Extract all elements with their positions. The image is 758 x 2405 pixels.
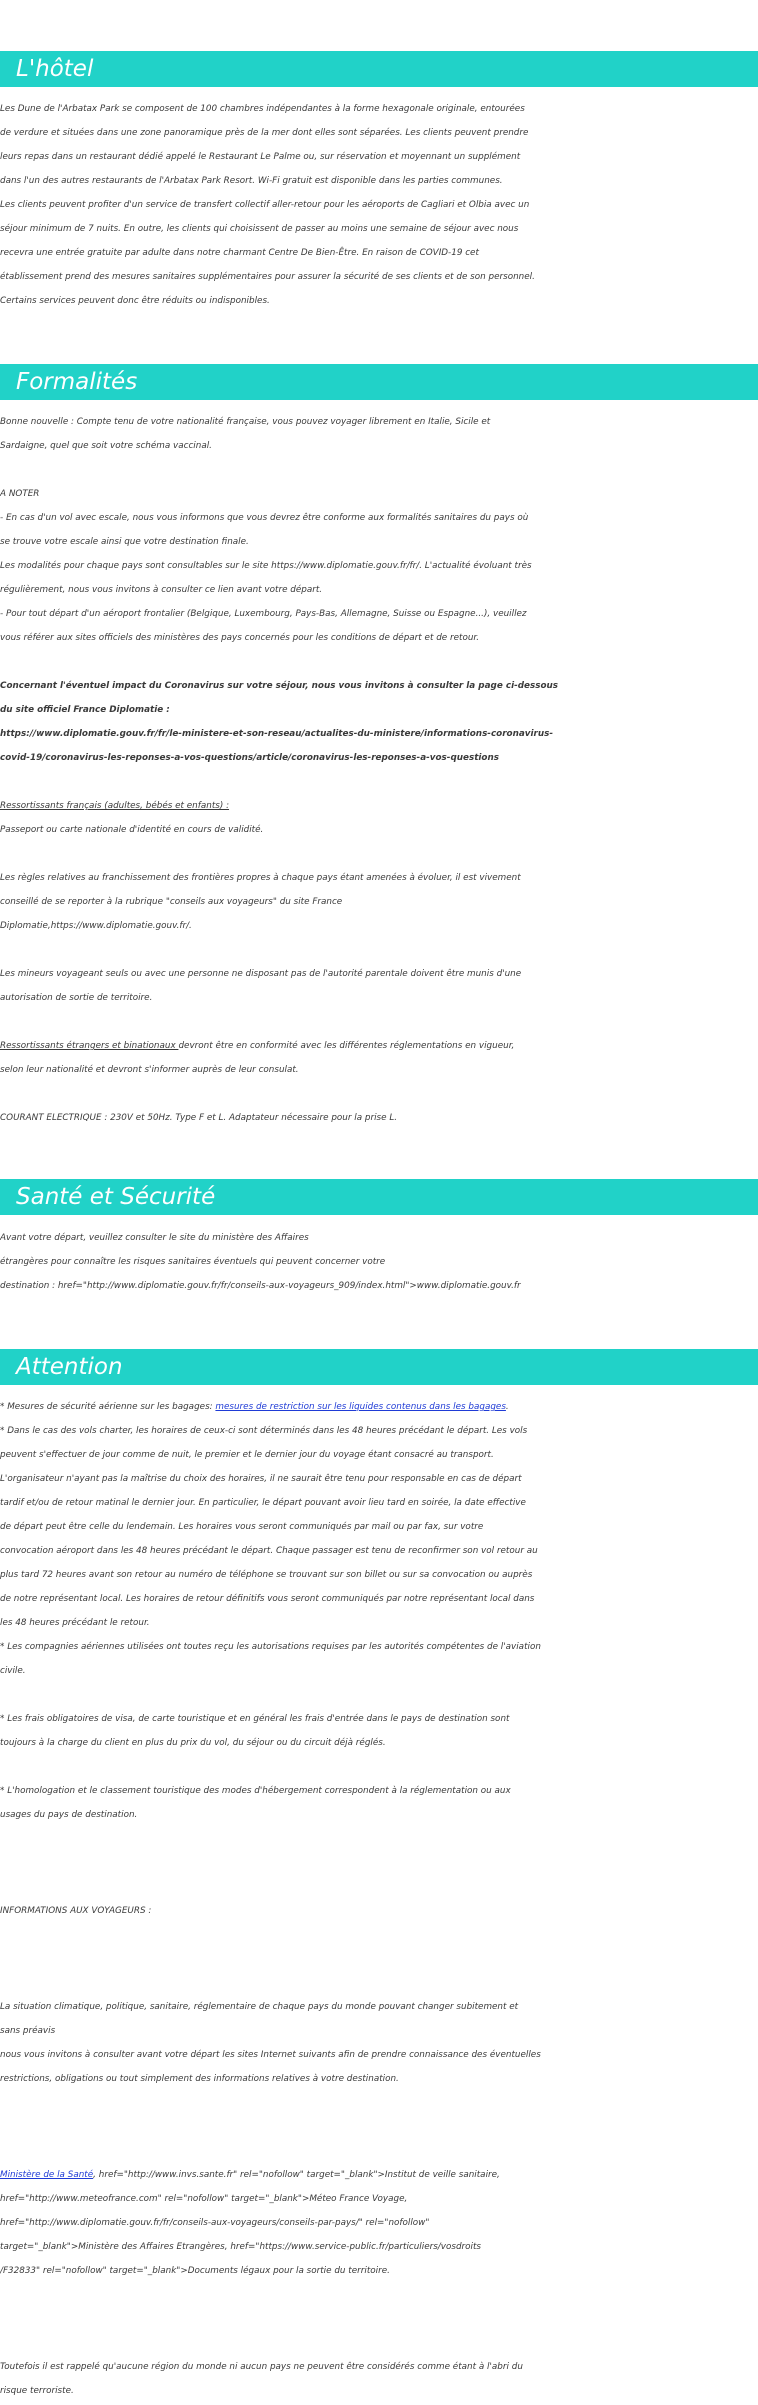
homologation-line: * L'homologation et le classement touristique des modes d'hébergement correspondent à la réglementation ou aux: [0, 1786, 511, 1796]
covid-notice-line: du site officiel France Diplomatie :: [0, 705, 170, 715]
hotel-line: recevra une entrée gratuite par adulte dans notre charmant Centre De Bien-Être. En raison de COVID-19 cet: [0, 248, 479, 258]
charter-line: de départ peut être celle du lendemain. Les horaires vous seront communiqués par mail ou par fax, sur votre: [0, 1522, 484, 1532]
ressortissants-text: Passeport ou carte nationale d'identité en cours de validité.: [0, 825, 264, 835]
courant-electrique: COURANT ELECTRIQUE : 230V et 50Hz. Type F et L. Adaptateur nécessaire pour la prise L.: [0, 1113, 398, 1123]
formalites-note-line: - Pour tout départ d'un aéroport frontalier (Belgique, Luxembourg, Pays-Bas, Allemagne, Suisse ou Espagne...), veuillez: [0, 609, 527, 619]
formalites-section-title: Formalités: [16, 369, 138, 395]
liens-line: target="_blank">Ministère des Affaires Etrangères, href="https://www.service-public.fr/particuliers/vosdroits: [0, 2242, 482, 2252]
toutefois-line: Toutefois il est rappelé qu'aucune région du monde ni aucun pays ne peuvent être considérés comme étant à l'abri du: [0, 2362, 523, 2372]
etrangers-text: devront être en conformité avec les différentes réglementations en vigueur,: [178, 1041, 515, 1051]
sante-line: étrangères pour connaître les risques sanitaires éventuels qui peuvent concerner votre: [0, 1257, 386, 1267]
formalites-content: [0, 410, 758, 1130]
frais-line: toujours à la charge du client en plus du prix du vol, du séjour ou du circuit déjà réglés.: [0, 1738, 386, 1748]
situation-line: restrictions, obligations ou tout simplement des informations relatives à votre destination.: [0, 2074, 399, 2084]
etrangers-line: [0, 1034, 758, 1058]
situation-line: La situation climatique, politique, sanitaire, réglementaire de chaque pays du monde pouvant changer subitement et: [0, 2002, 519, 2012]
charter-line: plus tard 72 heures avant son retour au numéro de téléphone se trouvant sur son billet ou sur sa convocation ou auprès: [0, 1570, 533, 1580]
mineurs-line: autorisation de sortie de territoire.: [0, 993, 153, 1003]
formalites-note-line: vous référer aux sites officiels des ministères des pays concernés pour les conditions de départ et de retour.: [0, 633, 480, 643]
situation-line: sans préavis: [0, 2026, 56, 2036]
sante-line: Avant votre départ, veuillez consulter le site du ministère des Affaires: [0, 1233, 309, 1243]
mesures-prefix: * Mesures de sécurité aérienne sur les bagages:: [0, 1402, 216, 1412]
sante-section-header: [0, 1179, 758, 1215]
attention-content: [0, 1395, 758, 2403]
formalites-note-line: Les modalités pour chaque pays sont consultables sur le site https://www.diplomatie.gouv.fr/fr/. L'actualité évoluant très: [0, 561, 532, 571]
attention-section-title: Attention: [16, 1354, 123, 1380]
formalites-intro-line: Sardaigne, quel que soit votre schéma vaccinal.: [0, 441, 212, 451]
formalites-note-line: régulièrement, nous vous invitons à consulter ce lien avant votre départ.: [0, 585, 323, 595]
hotel-line: Certains services peuvent donc être réduits ou indisponibles.: [0, 296, 270, 306]
charter-line: L'organisateur n'ayant pas la maîtrise du choix des horaires, il ne saurait être tenu pour responsable en cas de départ: [0, 1474, 522, 1484]
ministere-sante-link[interactable]: Ministère de la Santé: [0, 2170, 94, 2180]
mesures-suffix: .: [505, 1402, 509, 1412]
formalites-intro-line: Bonne nouvelle : Compte tenu de votre nationalité française, vous pouvez voyager librement en Italie, Sicile et: [0, 417, 491, 427]
attention-section-header: [0, 1349, 758, 1385]
charter-line: tardif et/ou de retour matinal le dernier jour. En particulier, le départ pouvant avoir lieu tard en soirée, la date effective: [0, 1498, 526, 1508]
covid-url-line: covid-19/coronavirus-les-reponses-a-vos-questions/article/coronavirus-les-reponses-a-vos-questions: [0, 753, 499, 763]
charter-line: les 48 heures précédant le retour.: [0, 1618, 150, 1628]
mineurs-line: Les mineurs voyageant seuls ou avec une personne ne disposant pas de l'autorité parentale doivent être munis d'une: [0, 969, 522, 979]
liquides-restriction-link[interactable]: mesures de restriction sur les liquides contenus dans les bagages: [215, 1402, 506, 1412]
hotel-line: Les Dune de l'Arbatax Park se composent de 100 chambres indépendantes à la forme hexagonale originale, entourées: [0, 104, 525, 114]
compagnies-line: civile.: [0, 1666, 26, 1676]
hotel-line: séjour minimum de 7 nuits. En outre, les clients qui choisissent de passer au moins une semaine de séjour avec nous: [0, 224, 519, 234]
homologation-line: usages du pays de destination.: [0, 1810, 138, 1820]
liens-line: /F32833" rel="nofollow" target="_blank">Documents légaux pour la sortie du territoire.: [0, 2266, 390, 2276]
covid-notice-line: Concernant l'éventuel impact du Coronavirus sur votre séjour, nous vous invitons à consulter la page ci-dessous: [0, 681, 559, 691]
sante-section-title: Santé et Sécurité: [16, 1184, 216, 1210]
regles-line: Les règles relatives au franchissement des frontières propres à chaque pays étant amenées à évoluer, il est vivement: [0, 873, 521, 883]
hotel-line: dans l'un des autres restaurants de l'Arbatax Park Resort. Wi-Fi gratuit est disponible dans les parties communes.: [0, 176, 503, 186]
liens-line: href="http://www.diplomatie.gouv.fr/fr/conseils-aux-voyageurs/conseils-par-pays/" rel="nofollow": [0, 2218, 430, 2228]
ministere-rest: , href="http://www.invs.sante.fr" rel="nofollow" target="_blank">Institut de veille sanitaire,: [93, 2170, 500, 2180]
hotel-section-title: L'hôtel: [16, 56, 94, 82]
formalites-section-header: [0, 364, 758, 400]
hotel-section-header: [0, 51, 758, 87]
toutefois-line: risque terroriste.: [0, 2386, 74, 2396]
hotel-line: leurs repas dans un restaurant dédié appelé le Restaurant Le Palme ou, sur réservation et moyennant un supplément: [0, 152, 521, 162]
charter-line: peuvent s'effectuer de jour comme de nuit, le premier et le dernier jour du voyage étant consacré au transport.: [0, 1450, 494, 1460]
ministere-line: [0, 2163, 758, 2187]
sante-line: destination : href="http://www.diplomatie.gouv.fr/fr/conseils-aux-voyageurs_909/index.html">www.diplomatie.gouv.fr: [0, 1281, 521, 1291]
informations-title: INFORMATIONS AUX VOYAGEURS :: [0, 1906, 152, 1916]
etrangers-line-2: selon leur nationalité et devront s'informer auprès de leur consulat.: [0, 1065, 299, 1075]
frais-line: * Les frais obligatoires de visa, de carte touristique et en général les frais d'entrée dans le pays de destination sont: [0, 1714, 510, 1724]
formalites-note-line: se trouve votre escale ainsi que votre destination finale.: [0, 537, 249, 547]
sante-content: [0, 1226, 758, 1298]
covid-url-line: https://www.diplomatie.gouv.fr/fr/le-ministere-et-son-reseau/actualites-du-ministere/informations-coronavirus-: [0, 729, 554, 739]
formalites-note-line: - En cas d'un vol avec escale, nous vous informons que vous devrez être conforme aux formalités sanitaires du pays où: [0, 513, 529, 523]
mesures-line: [0, 1395, 758, 1419]
hotel-line: de verdure et situées dans une zone panoramique près de la mer dont elles sont séparées. Les clients peuvent prendre: [0, 128, 529, 138]
hotel-description: [0, 97, 758, 313]
ressortissants-heading: Ressortissants français (adultes, bébés et enfants) :: [0, 801, 230, 811]
charter-line: * Dans le cas des vols charter, les horaires de ceux-ci sont déterminés dans les 48 heures précédant le départ. Les vols: [0, 1426, 528, 1436]
charter-line: convocation aéroport dans les 48 heures précédant le départ. Chaque passager est tenu de reconfirmer son vol retour au: [0, 1546, 538, 1556]
formalites-note-line: A NOTER: [0, 489, 40, 499]
hotel-line: Les clients peuvent profiter d'un service de transfert collectif aller-retour pour les aéroports de Cagliari et Olbia avec un: [0, 200, 530, 210]
regles-line: Diplomatie,https://www.diplomatie.gouv.fr/.: [0, 921, 192, 931]
situation-line: nous vous invitons à consulter avant votre départ les sites Internet suivants afin de prendre connaissance des éventuelles: [0, 2050, 541, 2060]
compagnies-line: * Les compagnies aériennes utilisées ont toutes reçu les autorisations requises par les autorités compétentes de l'aviation: [0, 1642, 541, 1652]
charter-line: de notre représentant local. Les horaires de retour définitifs vous seront communiqués par notre représentant local dans: [0, 1594, 535, 1604]
liens-line: href="http://www.meteofrance.com" rel="nofollow" target="_blank">Méteo France Voyage,: [0, 2194, 408, 2204]
regles-line: conseillé de se reporter à la rubrique "conseils aux voyageurs" du site France: [0, 897, 343, 907]
hotel-line: établissement prend des mesures sanitaires supplémentaires pour assurer la sécurité de ses clients et de son personnel.: [0, 272, 535, 282]
etrangers-heading: Ressortissants étrangers et binationaux: [0, 1041, 179, 1051]
